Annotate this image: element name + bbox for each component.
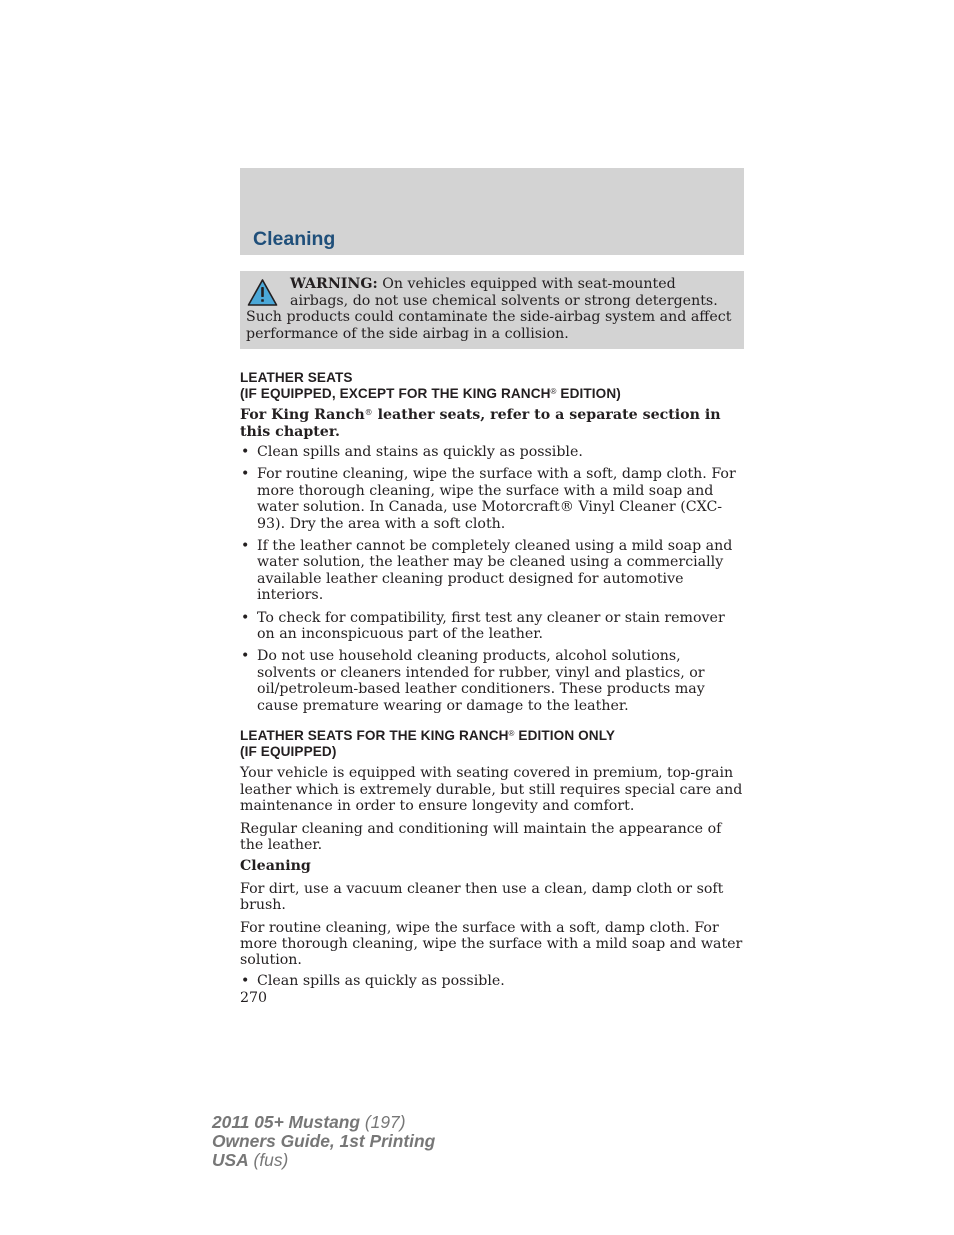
bullet-item	[240, 444, 744, 460]
section1-bullet-list	[240, 444, 744, 714]
section2-heading-line1-pre: LEATHER SEATS FOR THE KING RANCH	[240, 728, 509, 744]
warning-text: On vehicles equipped with seat-mounted airbags, do not use chemical solvents or strong detergents. Such products could contaminate the side-airbag system and affect performance of the side airbag in a collision.	[246, 276, 732, 342]
section1-heading	[240, 370, 744, 401]
section2-paragraph-2: Regular cleaning and conditioning will maintain the appearance of the leather.	[240, 820, 722, 853]
bullet-item	[240, 610, 744, 643]
footer-market: USA	[212, 1150, 249, 1171]
footer-model: 2011 05+ Mustang	[212, 1112, 361, 1132]
section2-bullet-list	[240, 973, 744, 989]
bullet-text: Do not use household cleaning products, alcohol solutions, solvents or cleaners intended for rubber, vinyl and plastics, or oil/petroleum-based leather conditioners. These products may cause premature wearing or damage to the leather.	[257, 648, 705, 714]
chapter-title: Cleaning	[253, 228, 336, 250]
bullet-text: Clean spills as quickly as possible.	[257, 972, 505, 989]
section2-heading	[240, 728, 744, 759]
section2-paragraph-4: For routine cleaning, wipe the surface with a soft, damp cloth. For more thorough cleaning, wipe the surface with a mild soap and water solution.	[240, 919, 743, 969]
bullet-item	[240, 648, 744, 714]
registered-mark: ®	[508, 729, 515, 739]
section2-heading-line2: (IF EQUIPPED)	[240, 743, 337, 759]
bullet-text: For routine cleaning, wipe the surface with a soft, damp cloth. For more thorough cleaning, wipe the surface with a mild soap and water solution. In Canada, use Motorcraft® Vinyl Cleaner (CXC-93). Dry the area with a soft cloth.	[257, 466, 736, 532]
bullet-text: Clean spills and stains as quickly as possible.	[257, 444, 583, 460]
section1-lead	[240, 407, 744, 440]
page-number: 270	[240, 990, 268, 1007]
section2-heading-line1-post: EDITION ONLY	[514, 728, 616, 744]
section1-heading-line2-pre: (IF EQUIPPED, EXCEPT FOR THE KING RANCH	[240, 385, 551, 401]
page-content	[240, 370, 744, 1007]
registered-mark: ®	[364, 408, 373, 418]
footer-guide: Owners Guide, 1st Printing	[212, 1131, 436, 1152]
document-footer	[212, 1113, 435, 1171]
section1-heading-line2-post: EDITION)	[556, 385, 621, 401]
warning-label: WARNING:	[290, 276, 378, 292]
bullet-dot: •	[241, 972, 250, 989]
bullet-item	[240, 973, 744, 989]
registered-mark: ®	[550, 386, 557, 396]
bullet-text: To check for compatibility, first test any cleaner or stain remover on an inconspicuous part of the leather.	[257, 609, 725, 643]
section2-paragraph-1: Your vehicle is equipped with seating covered in premium, top-grain leather which is extremely durable, but still requires special care and maintenance in order to ensure longevity and comfort.	[240, 765, 743, 815]
bullet-dot: •	[241, 538, 250, 555]
bullet-dot: •	[241, 648, 250, 665]
bullet-text: If the leather cannot be completely cleaned using a mild soap and water solution, the leather may be cleaned using a commercially available leather cleaning product designed for automotive interiors.	[257, 538, 733, 604]
bullet-item	[240, 466, 744, 532]
warning-triangle-icon	[247, 278, 278, 307]
bullet-dot: •	[241, 466, 250, 483]
bullet-dot: •	[241, 444, 250, 460]
section1-lead-post: leather seats, refer to a separate section in this chapter.	[240, 407, 721, 440]
footer-model-code: (197)	[360, 1112, 406, 1132]
section1-lead-pre: For King Ranch	[240, 407, 365, 424]
footer-market-code: (fus)	[248, 1150, 289, 1171]
section1-heading-line1: LEATHER SEATS	[240, 370, 353, 385]
cleaning-subheading: Cleaning	[240, 858, 311, 875]
chapter-header	[240, 168, 744, 255]
section2-paragraph-3: For dirt, use a vacuum cleaner then use a clean, damp cloth or soft brush.	[240, 880, 724, 914]
warning-box	[240, 271, 744, 349]
bullet-item	[240, 538, 744, 604]
bullet-dot: •	[241, 609, 250, 626]
